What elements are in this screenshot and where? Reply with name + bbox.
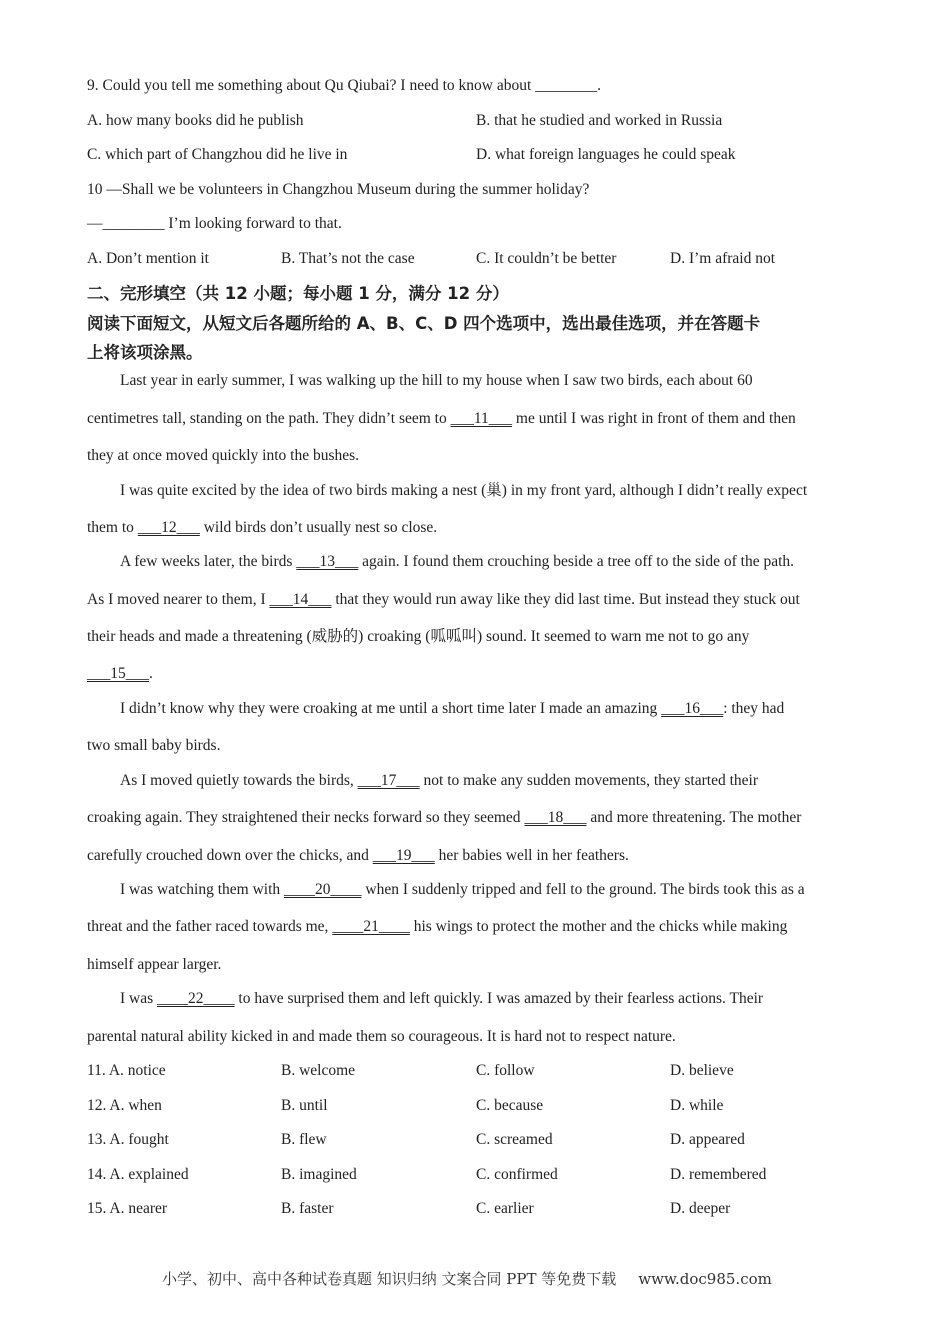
q9-stem: 9. Could you tell me something about Qu Qiubai? I need to know about ________. [87,77,602,94]
passage-line: two small baby birds. [87,737,221,754]
choice-15-c: C. earlier [476,1200,534,1217]
q9-option-a: A. how many books did he publish [87,112,304,129]
passage-line: them to ___12___ wild birds don’t usually nest so close. [87,519,438,536]
q9-option-c: C. which part of Changzhou did he live in [87,146,348,163]
blank-19: ___19___ [372,847,435,864]
passage-line: they at once moved quickly into the bushes. [87,447,360,464]
choice-11-a: 11. A. notice [87,1062,166,1079]
q10-reply: —________ I’m looking forward to that. [87,215,342,232]
choice-15-d: D. deeper [670,1200,731,1217]
q10-option-b: B. That’s not the case [281,250,415,267]
choice-12-c: C. because [476,1097,544,1114]
q9-option-b: B. that he studied and worked in Russia [476,112,723,129]
q9-option-d: D. what foreign languages he could speak [476,146,736,163]
blank-12: ___12___ [137,519,200,536]
blank-16: ___16___ [661,700,724,717]
choice-13-c: C. screamed [476,1131,553,1148]
choice-15-b: B. faster [281,1200,334,1217]
blank-22: ____22____ [157,990,235,1007]
choice-12-d: D. while [670,1097,724,1114]
passage-line: A few weeks later, the birds ___13___ again. I found them crouching beside a tree off to the side of the path. [120,553,795,570]
passage-line: himself appear larger. [87,956,222,973]
passage-line: As I moved nearer to them, I ___14___ that they would run away like they did last time. But instead they stuck out [87,591,800,608]
footer-url[interactable]: www.doc985.com [638,1270,772,1288]
blank-21: ____21____ [332,918,410,935]
choice-14-b: B. imagined [281,1166,357,1183]
passage-line: I was ____22____ to have surprised them and left quickly. I was amazed by their fearless actions. Their [120,990,764,1007]
section-title: 二、完形填空（共 12 小题；每小题 1 分，满分 12 分） [87,284,509,303]
blank-18: ___18___ [524,809,587,826]
blank-15: ___15___ [87,665,149,682]
section-instruction-2: 上将该项涂黑。 [87,343,203,362]
q10-option-d: D. I’m afraid not [670,250,776,267]
footer-text: 小学、初中、高中各种试卷真题 知识归纳 文案合同 PPT 等免费下载 [162,1270,617,1288]
passage-line: I didn’t know why they were croaking at me until a short time later I made an amazing ___16___: they had [120,700,785,717]
passage-line: Last year in early summer, I was walking up the hill to my house when I saw two birds, each about 60 [120,372,753,389]
choice-13-a: 13. A. fought [87,1131,169,1148]
page-footer [162,1268,772,1289]
passage-line: ___15___. [87,665,153,682]
q10-option-a: A. Don’t mention it [87,250,209,267]
q10-option-c: C. It couldn’t be better [476,250,617,267]
blank-17: ___17___ [357,772,420,789]
choice-14-a: 14. A. explained [87,1166,189,1183]
choice-15-a: 15. A. nearer [87,1200,168,1217]
choice-13-d: D. appeared [670,1131,745,1148]
section-instruction-1: 阅读下面短文，从短文后各题所给的 A、B、C、D 四个选项中，选出最佳选项，并在答题卡 [87,314,761,333]
choice-12-a: 12. A. when [87,1097,162,1114]
blank-11: ___11___ [450,410,513,427]
choice-12-b: B. until [281,1097,328,1114]
q10-stem: 10 —Shall we be volunteers in Changzhou Museum during the summer holiday? [87,181,590,198]
passage-line: As I moved quietly towards the birds, ___17___ not to make any sudden movements, they started their [120,772,758,789]
choice-14-c: C. confirmed [476,1166,558,1183]
passage-line: croaking again. They straightened their necks forward so they seemed ___18___ and more threatening. The mother [87,809,802,826]
blank-13: ___13___ [296,553,359,570]
choice-14-d: D. remembered [670,1166,767,1183]
passage-line: I was watching them with ____20____ when I suddenly tripped and fell to the ground. The birds took this as a [120,881,805,898]
passage-line: centimetres tall, standing on the path. They didn’t seem to ___11___ me until I was right in front of them and then [87,410,796,427]
passage-line: I was quite excited by the idea of two birds making a nest (巢) in my front yard, although I didn’t really expect [120,482,808,499]
blank-14: ___14___ [269,591,332,608]
blank-20: ____20____ [284,881,362,898]
choice-11-c: C. follow [476,1062,535,1079]
passage-line: their heads and made a threatening (威胁的) croaking (呱呱叫) sound. It seemed to warn me not to go any [87,628,750,645]
passage-line: carefully crouched down over the chicks, and ___19___ her babies well in her feathers. [87,847,629,864]
choice-13-b: B. flew [281,1131,327,1148]
choice-11-b: B. welcome [281,1062,356,1079]
choice-11-d: D. believe [670,1062,734,1079]
passage-line: parental natural ability kicked in and made them so courageous. It is hard not to respect nature. [87,1028,676,1045]
passage-line: threat and the father raced towards me, ____21____ his wings to protect the mother and the chicks while making [87,918,788,935]
